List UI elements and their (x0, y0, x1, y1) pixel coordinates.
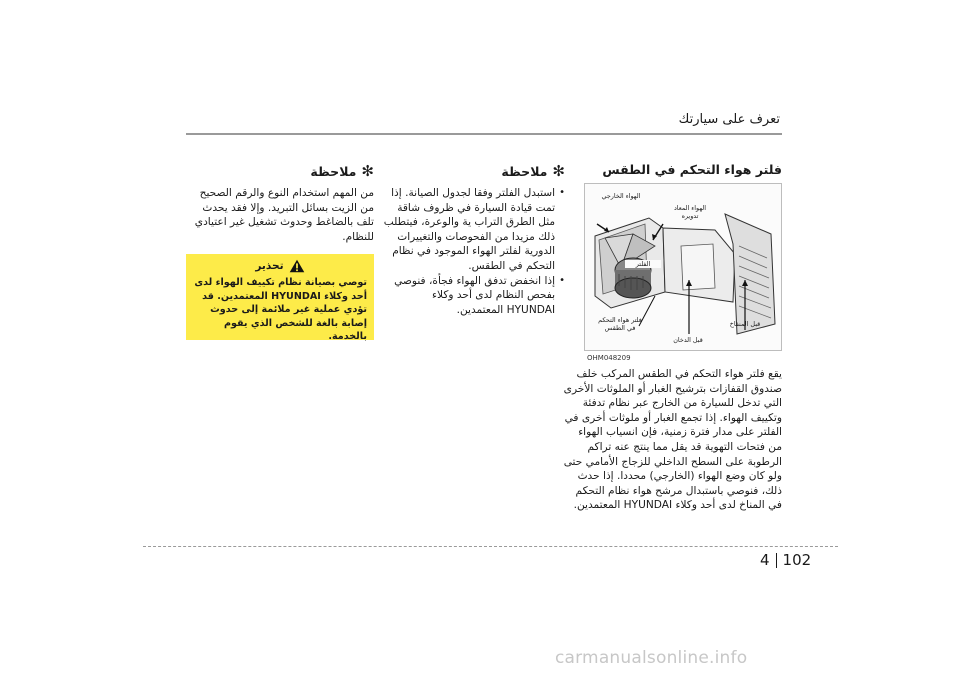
list-item (383, 274, 565, 318)
left-column (186, 162, 374, 340)
middle-column (383, 162, 565, 317)
label-inlet: قبل الدخان (673, 336, 703, 344)
label-blower: قبل المنفاخ (729, 320, 761, 328)
filter-paragraph: يقع فلتر هواء التحكم في الطقس المركب خلف صندوق القفازات بترشيح الغبار أو الملوثات الأخرى التي تدخل للسيارة من الخارج عبر نظام تدفئة وتكييف الهواء. إذا تجمع الغبار أو ملوثات أخرى في الفلتر على مدار فترة زمنية، فإن انسياب الهواء من فتحات التهوية قد يقل مما ينتج عنه تراكم الرطوبة على السطح الداخلي للزجاج الأمامي حتى ولو كان وضع الهواء (الخارجي) محددا. إذا حدث ذلك، فنوصي باستبدال مرشح هواء نظام التحكم في المناخ لدى أحد وكلاء HYUNDAI المعتمدين. (563, 368, 782, 512)
warning-triangle-icon (289, 259, 305, 273)
oil-note-paragraph: من المهم استخدام النوع والرقم الصحيح من الزيت بسائل التبريد. وإلا فقد يحدث تلف بالضاغط وحدوث تشغيل غير اعتيادي للنظام. (194, 187, 374, 243)
section-heading-text: فلتر هواء التحكم في الطقس (602, 162, 782, 177)
label-climate-filter: فلتر هواء التحكم في الطقس (598, 316, 642, 332)
bullet-icon: • (559, 187, 565, 198)
note-star-icon: ✻ (552, 162, 565, 180)
footer-divider (143, 546, 838, 547)
page-number (760, 551, 811, 569)
warning-title: تحذير (255, 260, 284, 273)
header-divider (186, 133, 782, 135)
note-heading (383, 162, 565, 180)
warning-heading (193, 259, 367, 273)
note-bullet-text: إذا انخفض تدفق الهواء فجأة، فنوصي بفحص النظام لدى أحد وكلاء HYUNDAI المعتمدين. (394, 274, 556, 316)
note-star-icon: ✻ (361, 162, 374, 180)
note-heading-text: ملاحظة (310, 163, 357, 179)
running-header: تعرف على سيارتك (678, 112, 780, 127)
list-item (383, 186, 565, 274)
note-bullet-text: استبدل الفلتر وفقا لجدول الصيانة. إذا تمت قيادة السيارة في ظروف شاقة مثل الطرق التراب ية والوعرة، فيتطلب ذلك مزيدا من الفحوصات والتغييرات الدورية لفلتر الهواء الموجود في نظام التحكم في الطقس. (383, 187, 556, 272)
warning-text: توصي بصيانة نظام تكييف الهواء لدى أحد وكلاء HYUNDAI المعتمدين. قد تؤدي عملية غير ملائمة إلى حدوث إصابة بالغة للشخص الذي يقوم بالخدمة. (194, 277, 367, 342)
site-watermark: carmanualsonline.info (555, 648, 748, 668)
filter-diagram (584, 183, 782, 362)
section-heading (562, 162, 782, 177)
label-recirculated-air: الهواء المعاد تدويره (673, 204, 707, 220)
right-column (562, 162, 782, 513)
note-heading (186, 162, 374, 180)
figure-code: OHM048209 (587, 354, 631, 362)
bullet-icon: • (559, 274, 565, 286)
page-number-value: 102 (782, 551, 812, 569)
label-filter: الفلتر (625, 260, 661, 268)
section-number: 4 (760, 551, 770, 569)
page-number-separator (776, 553, 777, 568)
warning-box (186, 254, 374, 340)
label-outside-air: الهواء الخارجي (601, 192, 641, 200)
note-heading-text: ملاحظة (501, 163, 548, 179)
